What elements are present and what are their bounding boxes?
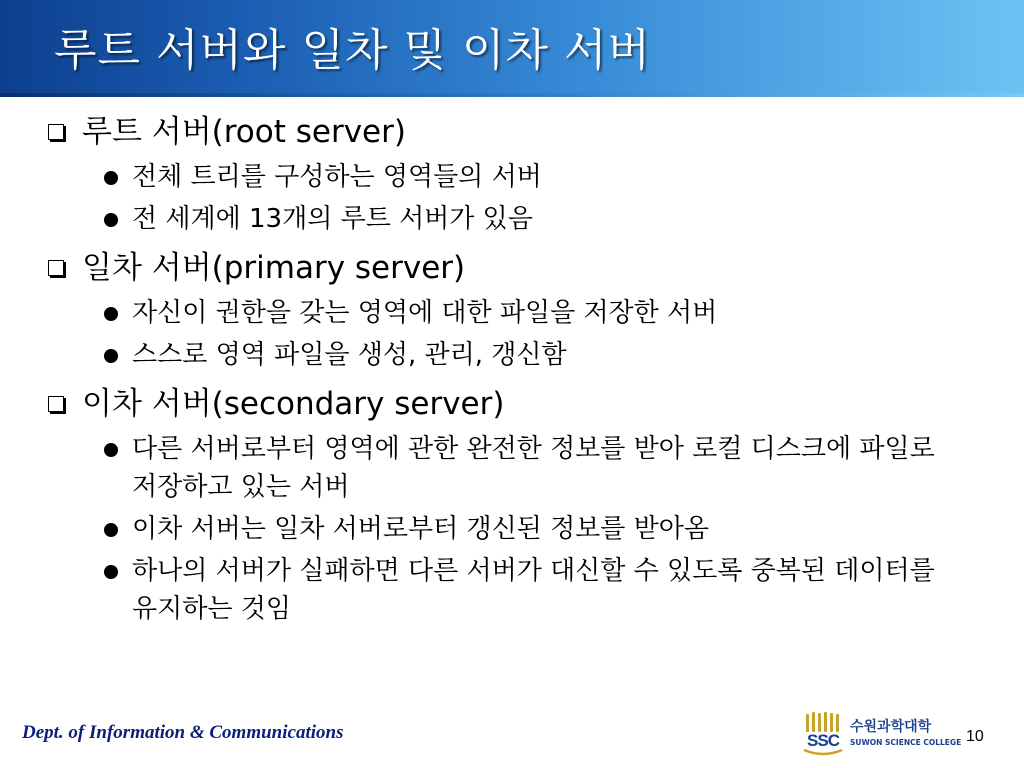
section-heading-text: 루트 서버(root server) xyxy=(82,114,406,150)
logo-english-name: SUWON SCIENCE COLLEGE xyxy=(850,738,962,747)
section-heading-text: 일차 서버(primary server) xyxy=(82,250,466,286)
section-heading xyxy=(0,106,1024,158)
list-item-text: 다른 서버로부터 영역에 관한 완전한 정보를 받아 로컬 디스크에 파일로 저장하고 있는 서버 xyxy=(132,434,935,502)
page-number: 10 xyxy=(966,728,984,745)
logo-korean-name: 수원과학대학 xyxy=(850,719,932,735)
list-item xyxy=(0,294,1024,332)
section-heading-text: 이차 서버(secondary server) xyxy=(82,386,505,422)
list-item-text: 자신이 권한을 갖는 영역에 대한 파일을 저장한 서버 xyxy=(132,298,718,328)
list-item-text: 하나의 서버가 실패하면 다른 서버가 대신할 수 있도록 중복된 데이터를 유지하는 것임 xyxy=(132,556,935,624)
bullet-dot-icon xyxy=(104,307,118,321)
list-item xyxy=(0,200,1024,238)
college-logo xyxy=(800,710,962,760)
bullet-dot-icon xyxy=(104,213,118,227)
list-item xyxy=(0,510,1024,548)
list-item-text: 전체 트리를 구성하는 영역들의 서버 xyxy=(132,162,542,192)
list-item-text: 이차 서버는 일차 서버로부터 갱신된 정보를 받아옴 xyxy=(132,514,710,544)
bullet-dot-icon xyxy=(104,443,118,457)
section-heading xyxy=(0,378,1024,430)
logo-abbreviation: SSC xyxy=(807,731,839,750)
checkbox-bullet-icon xyxy=(48,396,64,412)
slide-content xyxy=(0,106,1024,632)
list-item xyxy=(0,552,1024,628)
section-primary-server xyxy=(0,242,1024,374)
slide-title: 루트 서버와 일차 및 이차 서버 xyxy=(54,25,651,76)
bullet-dot-icon xyxy=(104,349,118,363)
bullet-dot-icon xyxy=(104,171,118,185)
footer-department: Dept. of Information & Communications xyxy=(22,722,344,743)
list-item xyxy=(0,430,1024,506)
section-secondary-server xyxy=(0,378,1024,628)
list-item-text: 전 세계에 13개의 루트 서버가 있음 xyxy=(132,204,533,234)
checkbox-bullet-icon xyxy=(48,260,64,276)
section-heading xyxy=(0,242,1024,294)
list-item xyxy=(0,336,1024,374)
bullet-dot-icon xyxy=(104,565,118,579)
bullet-dot-icon xyxy=(104,523,118,537)
list-item-text: 스스로 영역 파일을 생성, 관리, 갱신함 xyxy=(132,340,567,370)
section-root-server xyxy=(0,106,1024,238)
list-item xyxy=(0,158,1024,196)
title-bar xyxy=(0,0,1024,97)
checkbox-bullet-icon xyxy=(48,124,64,140)
